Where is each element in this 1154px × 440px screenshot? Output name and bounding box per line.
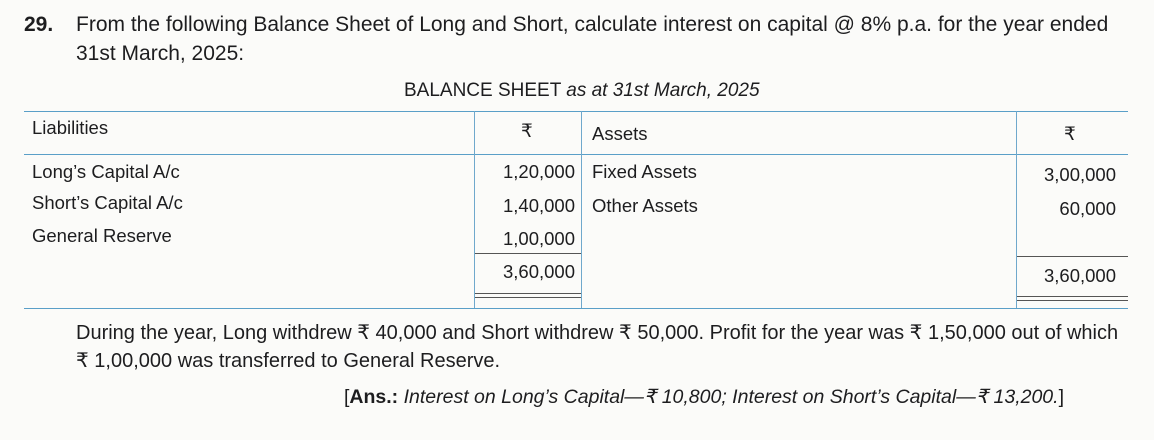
assets-total-rule-2 (1017, 300, 1128, 301)
question-text: From the following Balance Sheet of Long and Short, calculate interest on capital @ 8% p.a. for the year ended 31st March, 2025: (76, 13, 1109, 65)
liability-label: General Reserve (32, 225, 172, 246)
header-assets: Assets (592, 123, 648, 144)
answer-label: Ans.: (349, 386, 399, 408)
table-bottom-rule (24, 308, 1128, 309)
liabilities-total-rule-2 (475, 297, 581, 298)
header-liabilities: Liabilities (32, 117, 109, 138)
question-paragraph: During the year, Long withdrew ₹ 40,000 and Short withdrew ₹ 50,000. Profit for the year was ₹ 1,50,000 out of which ₹ 1,00,000 was transferred to General Reserve. (76, 322, 1119, 372)
table-header-rule (24, 154, 1128, 155)
balance-sheet-title-date: as at 31st March, 2025 (566, 80, 760, 101)
answer-close-bracket: ] (1058, 386, 1064, 408)
answer (344, 385, 1064, 409)
answer-text: Interest on Long’s Capital—₹ 10,800; Interest on Short’s Capital—₹ 13,200. (398, 386, 1059, 408)
asset-amount: 3,00,000 (1043, 164, 1116, 185)
liability-amount: 1,20,000 (502, 161, 575, 182)
liabilities-amount-left-rule (474, 111, 475, 308)
assets-total: 3,60,000 (1043, 265, 1116, 286)
question (24, 10, 1134, 68)
liabilities-amount-right-rule (581, 111, 582, 308)
asset-label: Other Assets (592, 195, 698, 216)
balance-sheet-table (24, 111, 1128, 309)
assets-total-top-rule (1017, 256, 1128, 257)
liabilities-total-top-rule (475, 253, 581, 254)
header-liabilities-amount: ₹ (521, 120, 533, 141)
assets-amount-left-rule (1016, 111, 1017, 308)
liability-amount: 1,00,000 (502, 228, 575, 249)
liability-amount: 1,40,000 (502, 195, 575, 216)
liability-label: Long’s Capital A/c (32, 161, 180, 182)
header-assets-amount: ₹ (1064, 123, 1076, 144)
liability-label: Short’s Capital A/c (32, 192, 183, 213)
question-number: 29. (24, 13, 54, 36)
balance-sheet-title (404, 80, 760, 102)
liabilities-total: 3,60,000 (502, 261, 575, 282)
table-top-rule (24, 111, 1128, 112)
balance-sheet-title-main: BALANCE SHEET (404, 80, 561, 101)
answer-open-bracket: [ (344, 386, 350, 408)
assets-total-rule-1 (1017, 296, 1128, 297)
asset-label: Fixed Assets (592, 161, 697, 182)
asset-amount: 60,000 (1059, 198, 1116, 219)
liabilities-total-rule-1 (475, 293, 581, 294)
